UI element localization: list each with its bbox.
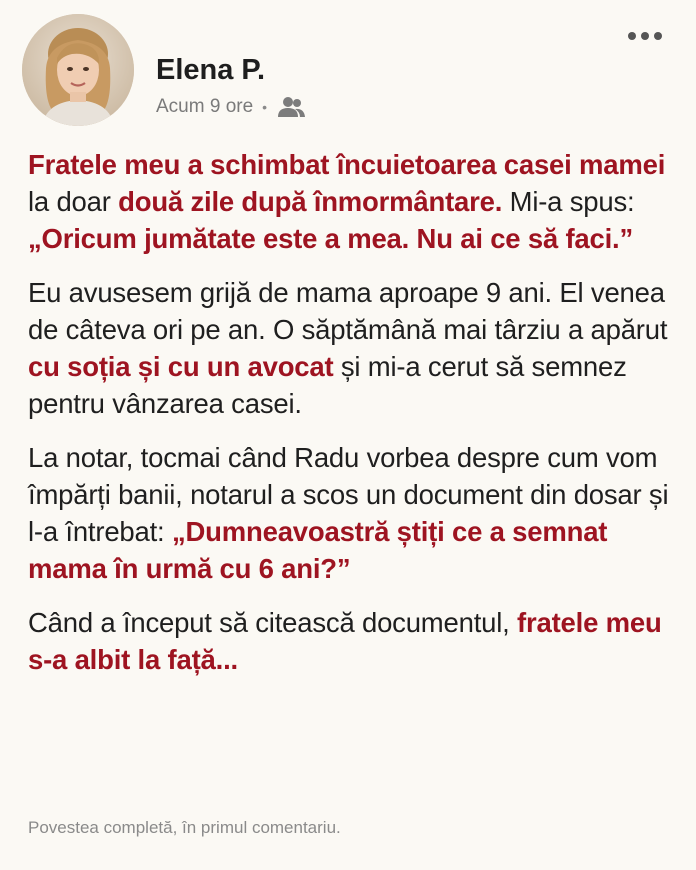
post-paragraph [28,274,674,422]
highlighted-text: cu soția și cu un avocat [28,351,334,382]
friends-icon[interactable] [276,96,306,118]
post-timestamp[interactable]: Acum 9 ore [156,96,254,117]
post-meta [156,96,306,118]
highlighted-text: „Dumneavoastră știți ce a semnat mama în urmă cu 6 ani?” [28,516,608,584]
highlighted-text: Fratele meu a schimbat încuietoarea casei mamei [28,149,666,180]
body-text: Eu avusesem grijă de mama aproape 9 ani. El venea de câteva ori pe an. O săptămână mai târziu a apărut [28,277,668,345]
author-name[interactable]: Elena P. [156,54,266,86]
post-paragraph [28,146,674,257]
meta-separator: • [262,99,268,115]
post-header [22,14,676,124]
highlighted-text: „Oricum jumătate este a mea. Nu ai ce să faci.” [28,223,634,254]
body-text: la doar [28,186,119,217]
avatar[interactable] [22,14,134,126]
post-footer-note: Povestea completă, în primul comentariu. [28,818,341,837]
highlighted-text: fratele meu s-a albit la față... [28,607,662,675]
post-paragraph [28,604,674,678]
post-paragraph [28,439,674,587]
highlighted-text: două zile după înmormântare. [118,186,503,217]
post-body [28,146,674,695]
body-text: Când a început să citească documentul, [28,607,518,638]
body-text: Mi-a spus: [502,186,635,217]
more-options-icon[interactable] [628,32,662,40]
body-text: și mi-a cerut să semnez pentru vânzarea casei. [28,351,627,419]
body-text: La notar, tocmai când Radu vorbea despre cum vom împărți banii, notarul a scos un document din dosar și l-a întrebat: [28,442,669,547]
